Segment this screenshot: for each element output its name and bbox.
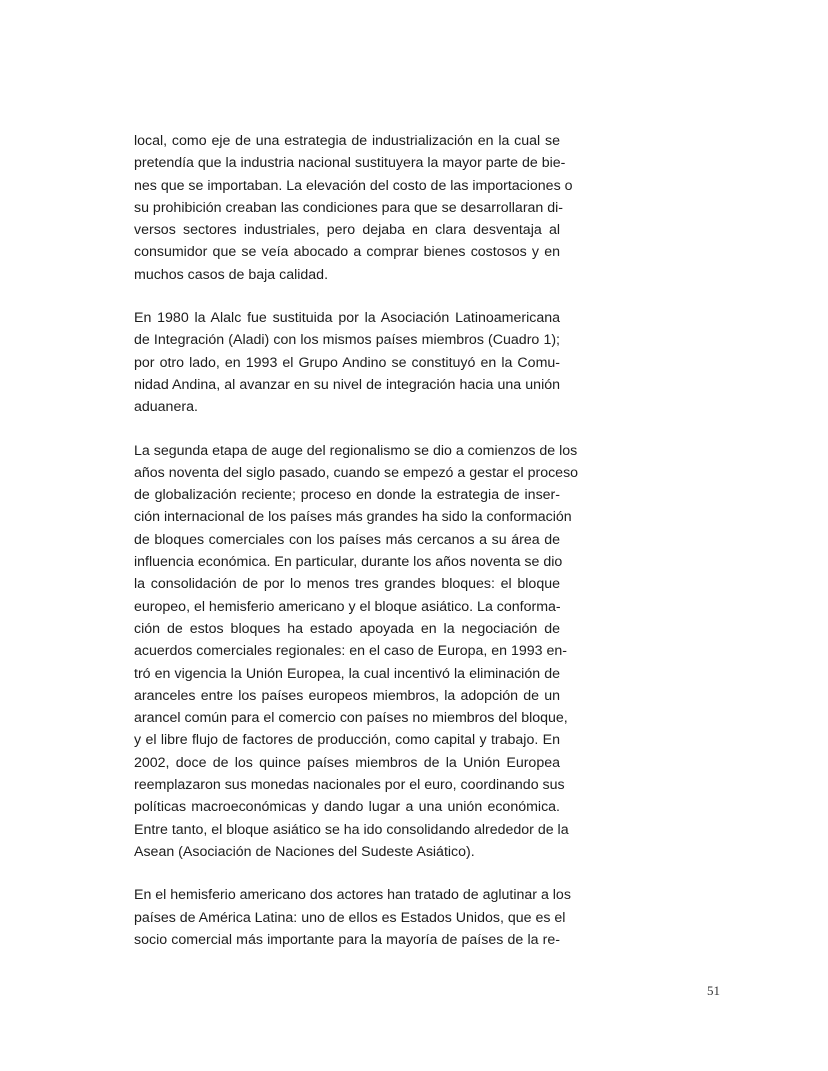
text-line: 2002, doce de los quince países miembros de la Unión Europea (134, 754, 560, 771)
text-line: ción internacional de los países más grandes ha sido la conformación (134, 509, 572, 526)
text-line: pretendía que la industria nacional sustituyera la mayor parte de bie- (134, 155, 566, 172)
paragraph-gap (134, 863, 560, 884)
text-line: aranceles entre los países europeos miembros, la adopción de un (134, 687, 560, 704)
text-line: influencia económica. En particular, durante los años noventa se dio (134, 554, 563, 571)
text-line: socio comercial más importante para la mayoría de países de la re- (134, 931, 560, 948)
text-line: ción de estos bloques ha estado apoyada en la negociación de (134, 620, 560, 637)
text-line: versos sectores industriales, pero dejaba en clara desventaja al (134, 222, 560, 239)
text-line: arancel común para el comercio con países no miembros del bloque, (134, 710, 568, 727)
text-line: la consolidación de por lo menos tres grandes bloques: el bloque (134, 576, 560, 593)
text-line: aduanera. (134, 399, 198, 416)
paragraph-4 (134, 884, 571, 951)
text-line: consumidor que se veía abocado a comprar bienes costosos y en (134, 244, 560, 261)
text-line: de bloques comerciales con los países más cercanos a su área de (134, 531, 560, 548)
text-line: por otro lado, en 1993 el Grupo Andino se constituyó en la Comu- (134, 354, 560, 371)
text-line: políticas macroeconómicas y dando lugar a una unión económica. (134, 799, 560, 816)
paragraph-1 (134, 130, 573, 286)
text-line: Asean (Asociación de Naciones del Sudeste Asiático). (134, 843, 475, 860)
text-line: de globalización reciente; proceso en donde la estrategia de inser- (134, 487, 560, 504)
text-line: reemplazaron sus monedas nacionales por el euro, coordinando sus (134, 777, 565, 794)
text-line: países de América Latina: uno de ellos es Estados Unidos, que es el (134, 909, 566, 926)
text-line: tró en vigencia la Unión Europea, la cual incentivó la eliminación de (134, 665, 560, 682)
text-line: años noventa del siglo pasado, cuando se empezó a gestar el proceso (134, 464, 579, 481)
text-line: su prohibición creaban las condiciones para que se desarrollaran di- (134, 199, 564, 216)
text-line: acuerdos comerciales regionales: en el caso de Europa, en 1993 en- (134, 643, 567, 660)
text-line: nes que se importaban. La elevación del costo de las importaciones o (134, 177, 573, 194)
page-number: 51 (707, 983, 720, 998)
text-line: En 1980 la Alalc fue sustituida por la Asociación Latinoamericana (134, 310, 560, 327)
text-line: de Integración (Aladi) con los mismos países miembros (Cuadro 1); (134, 332, 560, 349)
text-line: En el hemisferio americano dos actores han tratado de aglutinar a los (134, 887, 571, 904)
text-line: europeo, el hemisferio americano y el bloque asiático. La conforma- (134, 598, 561, 615)
text-line: local, como eje de una estrategia de industrialización en la cual se (134, 133, 560, 149)
text-line: La segunda etapa de auge del regionalismo se dio a comienzos de los (134, 442, 578, 459)
text-line: nidad Andina, al avanzar en su nivel de integración hacia una unión (134, 376, 560, 393)
text-line: muchos casos de baja calidad. (134, 266, 329, 283)
text-line: y el libre flujo de factores de producción, como capital y trabajo. En (134, 732, 560, 749)
paragraph-3 (134, 440, 579, 864)
paragraph-2 (134, 307, 560, 418)
body-text (134, 130, 579, 951)
paragraph-gap (134, 419, 560, 440)
paragraph-gap (134, 286, 560, 307)
text-line: Entre tanto, el bloque asiático se ha ido consolidando alrededor de la (134, 821, 569, 838)
